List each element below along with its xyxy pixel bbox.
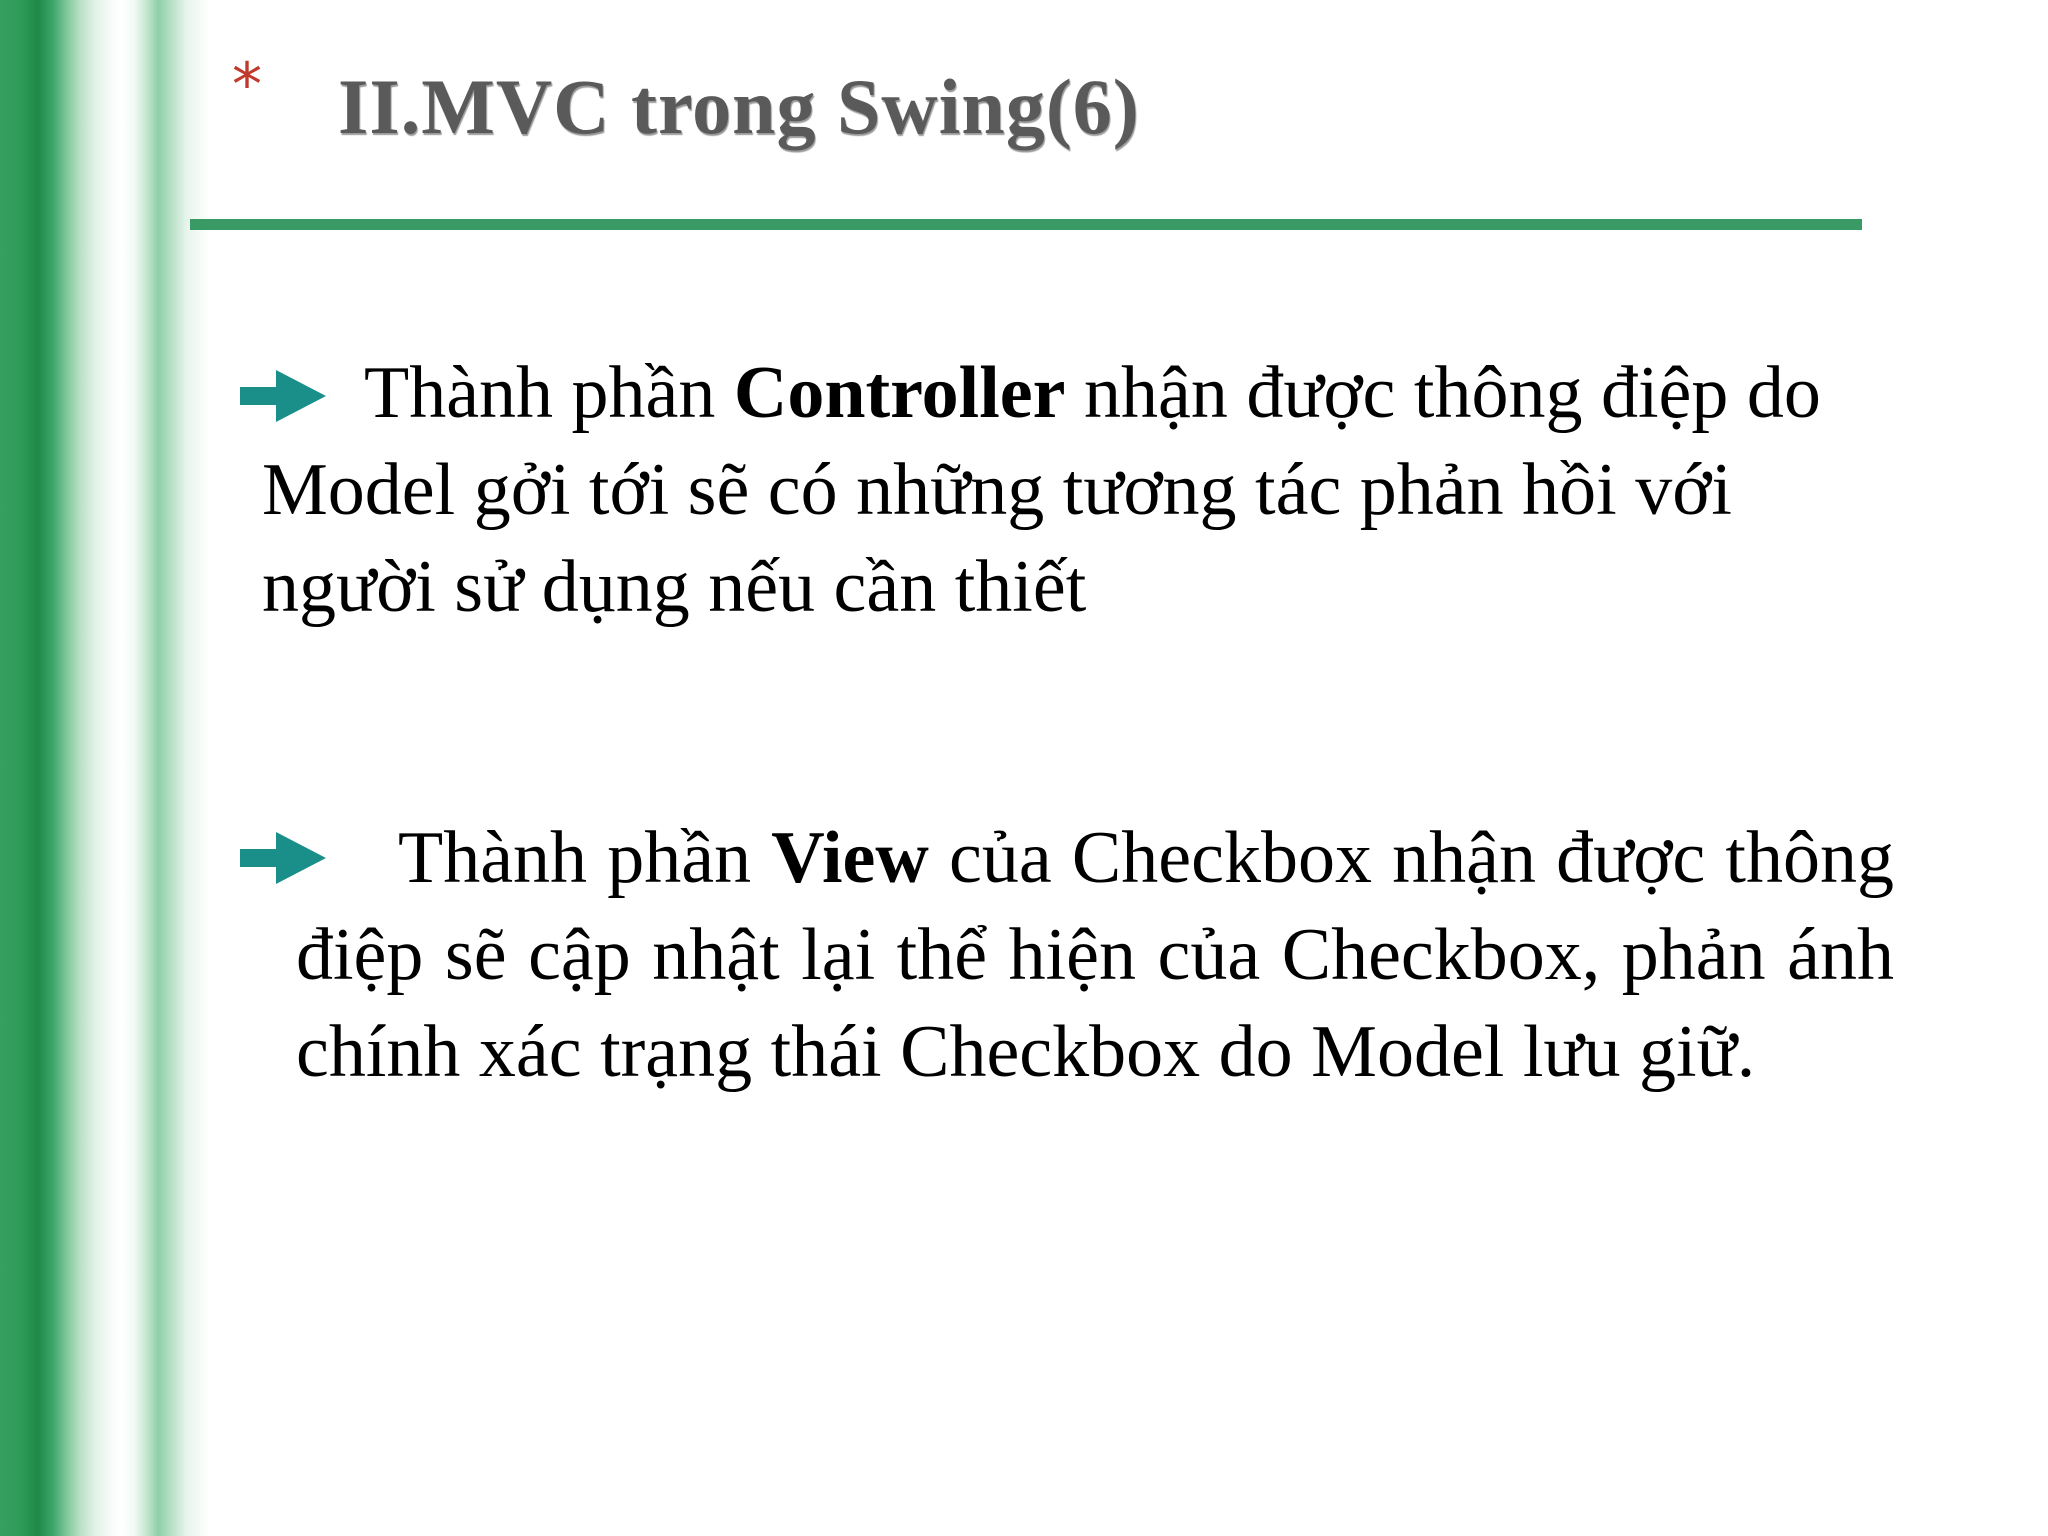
paragraph-2-lead: Thành phần: [398, 817, 772, 899]
left-decorative-stripes: [0, 0, 210, 1536]
paragraph-1-keyword: Controller: [733, 352, 1066, 434]
paragraph-view: [296, 810, 1894, 1101]
paragraph-controller: [262, 345, 1862, 636]
paragraph-2-keyword: View: [771, 817, 929, 899]
paragraph-2-body: của Checkbox nhận được thông điệp sẽ cập nhật lại thể hiện của Checkbox, phản ánh chính xác trạng thái Checkbox do Model lưu giữ.: [296, 817, 1894, 1093]
paragraph-1-body: nhận được thông điệp do Model gởi tới sẽ có những tương tác phản hồi với người sử dụng nếu cần thiết: [262, 352, 1821, 628]
paragraph-1-lead: Thành phần: [364, 352, 734, 434]
title-underline-rule: [190, 219, 1862, 230]
slide-title: II.MVC trong Swing(6): [338, 63, 1140, 150]
title-star-marker: *: [232, 50, 262, 120]
